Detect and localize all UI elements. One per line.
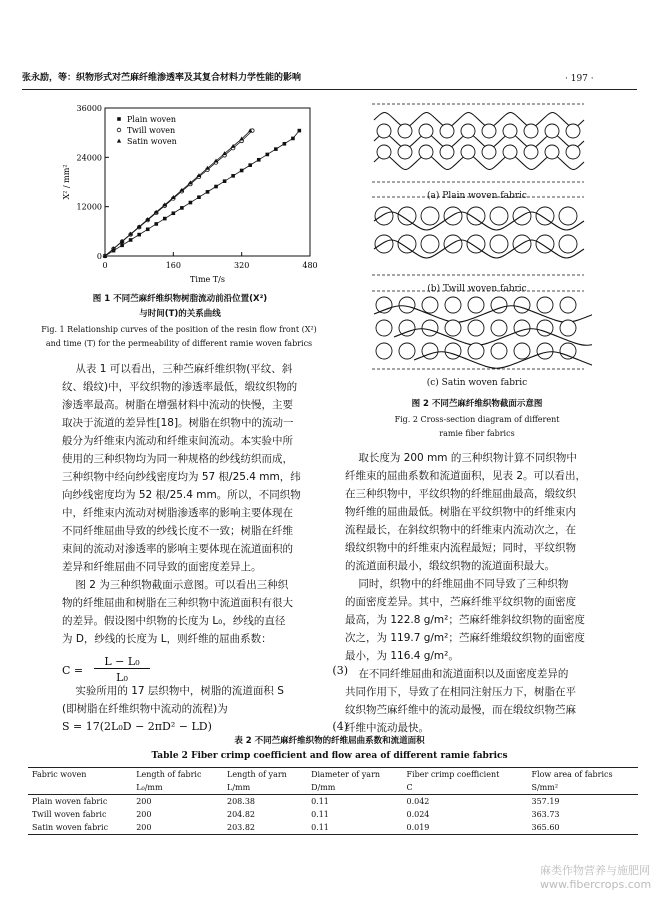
text-line: 纤维束的屈曲系数和流道面积，见表 2。可以看出， bbox=[345, 470, 587, 482]
legend-marker bbox=[117, 117, 121, 121]
yarn-cross-section bbox=[419, 124, 433, 138]
table-header-unit: L₀/mm bbox=[136, 783, 163, 792]
yarn-cross-section bbox=[461, 124, 475, 138]
yarn-cross-section bbox=[377, 124, 391, 138]
table-header-cell: Fiber crimp coefficient bbox=[406, 770, 500, 779]
table-cell: 0.024 bbox=[406, 810, 430, 819]
table-header-cell: Diameter of yarn bbox=[311, 770, 381, 779]
text-line: 不同纤维屈曲导致的纱线长度不一致；树脂在纤维 bbox=[62, 525, 293, 537]
text-line: 最小，为 116.4 g/m²。 bbox=[345, 650, 459, 662]
table-row bbox=[28, 795, 638, 809]
equation-4 bbox=[62, 720, 352, 733]
text-line: 纹、缎纹)中，平纹织物的渗透率最低，缎纹织物的 bbox=[62, 381, 298, 393]
text-line: 物纤维的屈曲最低。树脂在平纹织物中的纤维束内 bbox=[345, 506, 576, 518]
text-line: 图 2 为三种织物截面示意图。可以看出三种织 bbox=[62, 579, 289, 591]
yarn-cross-section bbox=[440, 145, 454, 159]
series-line-0 bbox=[105, 131, 299, 256]
y-tick-label: 12000 bbox=[76, 202, 102, 212]
y-tick-label: 36000 bbox=[76, 104, 102, 113]
table-cell: 203.82 bbox=[227, 823, 255, 832]
text-line: 使用的三种织物均为同一种规格的纱线纺织而成， bbox=[62, 453, 293, 465]
fig2-sub-a: (a) Plain woven fabric bbox=[427, 191, 527, 201]
data-point bbox=[180, 206, 184, 210]
table2-title-zh: 表 2 不同苎麻纤维织物的纤维屈曲系数和流道面积 bbox=[234, 736, 425, 746]
y-axis-label: X² / mm² bbox=[62, 164, 71, 200]
table2-title-en: Table 2 Fiber crimp coefficient and flow area of different ramie fabrics bbox=[151, 751, 508, 761]
yarn-cross-section bbox=[524, 124, 538, 138]
data-point bbox=[274, 147, 278, 151]
right-paragraphs bbox=[345, 449, 640, 737]
table-header-cell: Length of fabric bbox=[136, 770, 202, 779]
table-cell: 363.73 bbox=[531, 810, 560, 819]
table-row bbox=[28, 821, 638, 835]
yarn-cross-section bbox=[566, 145, 580, 159]
table-cell: 200 bbox=[136, 797, 152, 806]
data-point bbox=[283, 142, 287, 146]
page-number: · 197 · bbox=[565, 74, 594, 84]
yarn-cross-section bbox=[445, 343, 461, 359]
yarn-cross-section bbox=[421, 235, 439, 253]
text-line: 三种织物中经向纱线密度均为 57 根/25.4 mm，纬 bbox=[62, 471, 301, 483]
legend-label: Satin woven bbox=[127, 137, 177, 146]
table-cell: 0.042 bbox=[406, 797, 430, 806]
text-line: 物的纤维屈曲和树脂在三种织物中流道面积有很大 bbox=[62, 597, 293, 609]
yarn-cross-section bbox=[559, 235, 577, 253]
yarn-cross-section bbox=[566, 124, 580, 138]
yarn-cross-section bbox=[468, 297, 484, 313]
eq4-body: S = 17(2L₀D − 2πD² − LD) bbox=[62, 720, 212, 733]
yarn-cross-section bbox=[490, 235, 508, 253]
fig2-caption-en-1: Fig. 2 Cross-section diagram of different bbox=[394, 415, 560, 424]
yarn-cross-section bbox=[440, 124, 454, 138]
figure2-diagram bbox=[362, 98, 592, 398]
yarn-cross-section bbox=[524, 145, 538, 159]
yarn-cross-section bbox=[514, 320, 530, 336]
data-point bbox=[291, 137, 295, 141]
yarn-cross-section bbox=[398, 124, 412, 138]
table-header-unit: C bbox=[406, 783, 413, 792]
yarn-cross-section bbox=[545, 145, 559, 159]
yarn-cross-section bbox=[490, 207, 508, 225]
data-point bbox=[257, 158, 261, 162]
table-header-cell: Fabric woven bbox=[32, 770, 87, 779]
data-point bbox=[298, 129, 302, 133]
text-line: 的流道面积最小，缎纹织物的流道面积最大。 bbox=[345, 560, 555, 572]
text-line: 的面密度差异。其中，苎麻纤维平纹织物的面密度 bbox=[345, 596, 576, 608]
fig1-caption-zh-1: 图 1 不同苎麻纤维织物树脂流动前沿位置(X²) bbox=[92, 294, 268, 304]
table-header-cell: Flow area of fabrics bbox=[531, 770, 613, 779]
figure1-chart bbox=[55, 96, 325, 296]
fig2-caption-en-2: ramie fiber fabrics bbox=[439, 429, 515, 438]
yarn-cross-section bbox=[467, 207, 485, 225]
eq3-number: (3) bbox=[332, 664, 348, 677]
text-line: 取长度为 200 mm 的三种织物计算不同织物中 bbox=[345, 452, 577, 464]
yarn-cross-section bbox=[444, 235, 462, 253]
yarn-cross-section bbox=[376, 320, 392, 336]
text-line: 纤维中流动最快。 bbox=[345, 722, 429, 734]
text-line: 渗透率最高。树脂在增强材料中流动的快慢，主要 bbox=[62, 399, 293, 411]
data-point bbox=[231, 174, 235, 178]
text-line: 流程最长，在斜纹织物中的纤维束内流动次之，在 bbox=[345, 524, 576, 536]
text-line: 为 D，纱线的长度为 L，则纤维的屈曲系数： bbox=[62, 633, 272, 645]
yarn-cross-section bbox=[560, 320, 576, 336]
data-point bbox=[163, 217, 167, 221]
table-header-unit bbox=[28, 781, 132, 795]
watermark-url: www.fibercrops.com bbox=[540, 878, 652, 891]
yarn-cross-section bbox=[399, 297, 415, 313]
yarn-cross-section bbox=[422, 297, 438, 313]
text-line: 的差异。假设图中织物的长度为 L₀，纱线的直径 bbox=[62, 615, 286, 627]
equation-3 bbox=[62, 655, 352, 685]
data-point bbox=[248, 163, 252, 167]
text-line: 同时，织物中的纤维屈曲不同导致了三种织物 bbox=[345, 578, 569, 590]
header-rule bbox=[22, 89, 637, 90]
x-tick-label: 480 bbox=[302, 261, 318, 270]
table-cell: 200 bbox=[136, 823, 152, 832]
yarn-cross-section bbox=[445, 320, 461, 336]
series-line-2 bbox=[105, 131, 250, 256]
data-point bbox=[137, 233, 141, 237]
text-line: 中，纤维束内流动对树脂渗透率的影响主要体现在 bbox=[62, 507, 293, 519]
yarn-cross-section bbox=[422, 320, 438, 336]
data-point bbox=[206, 190, 210, 194]
x-tick-label: 160 bbox=[165, 261, 181, 270]
yarn-cross-section bbox=[503, 124, 517, 138]
data-point bbox=[223, 179, 227, 183]
data-point bbox=[120, 244, 124, 248]
text-line: 束间的流动对渗透率的影响主要体现在流道面积的 bbox=[62, 543, 293, 555]
table-cell: 365.60 bbox=[531, 823, 560, 832]
table-cell: 357.19 bbox=[531, 797, 560, 806]
yarn-cross-section bbox=[537, 343, 553, 359]
yarn-cross-section bbox=[468, 343, 484, 359]
yarn-cross-section bbox=[482, 145, 496, 159]
text-line: 共同作用下，导致了在相同注射压力下，树脂在平 bbox=[345, 686, 576, 698]
text-line: (即树脂在纤维织物中流动的流程)为 bbox=[62, 703, 228, 715]
text-line: 实验所用的 17 层织物中，树脂的流道面积 S bbox=[62, 685, 284, 697]
yarn-cross-section bbox=[445, 297, 461, 313]
yarn-cross-section bbox=[375, 207, 393, 225]
fig1-caption-zh-2: 与时间(T)的关系曲线 bbox=[139, 309, 221, 319]
legend-marker bbox=[117, 139, 121, 143]
running-title: 张永励，等：织物形式对苎麻纤维渗透率及其复合材料力学性能的影响 bbox=[22, 73, 302, 83]
left-paragraphs bbox=[62, 360, 352, 648]
yarn-cross-section bbox=[419, 145, 433, 159]
data-point bbox=[172, 211, 176, 215]
text-line: 缎纹织物中的纤维束内流程最短；同时，平纹织物 bbox=[345, 542, 576, 554]
fig2-sub-c: (c) Satin woven fabric bbox=[426, 378, 528, 388]
left-paragraphs-2 bbox=[62, 682, 352, 718]
fig1-caption-en-1: Fig. 1 Relationship curves of the position of the resin flow front (X²) bbox=[41, 325, 317, 334]
legend-label: Plain woven bbox=[127, 115, 177, 124]
x-tick-label: 320 bbox=[234, 261, 250, 270]
yarn-cross-section bbox=[444, 207, 462, 225]
eq3-lhs: C = bbox=[62, 664, 84, 677]
text-line: 从表 1 可以看出，三种苎麻纤维织物(平纹、斜 bbox=[62, 363, 293, 375]
table-cell: Satin woven fabric bbox=[32, 823, 109, 832]
data-point bbox=[189, 201, 193, 205]
table-header-unit: S/mm² bbox=[531, 783, 559, 792]
yarn-cross-section bbox=[560, 297, 576, 313]
yarn-cross-section bbox=[461, 145, 475, 159]
table-cell: 0.11 bbox=[311, 797, 329, 806]
data-point bbox=[146, 227, 150, 231]
table-cell: Plain woven fabric bbox=[32, 797, 108, 806]
table-row bbox=[28, 808, 638, 821]
yarn-cross-section bbox=[468, 320, 484, 336]
watermark-site-name: 麻类作物营养与施肥网 bbox=[540, 864, 650, 877]
yarn-cross-section bbox=[514, 343, 530, 359]
fig2-caption-zh: 图 2 不同苎麻纤维织物截面示意图 bbox=[411, 399, 543, 409]
text-line: 取决于流道的差异性[18]。树脂在织物中的流动一 bbox=[62, 417, 294, 429]
text-line: 般分为纤维束内流动和纤维束间流动。本实验中所 bbox=[62, 435, 293, 447]
yarn-cross-section bbox=[399, 343, 415, 359]
text-line: 在三种织物中，平纹织物的纤维屈曲最高，缎纹织 bbox=[345, 488, 576, 500]
yarn-cross-section bbox=[375, 235, 393, 253]
legend-marker bbox=[117, 128, 121, 132]
yarn-cross-section bbox=[560, 343, 576, 359]
yarn-cross-section bbox=[559, 207, 577, 225]
table-cell: 0.11 bbox=[311, 810, 329, 819]
text-line: 在不同纤维屈曲和流道面积以及面密度差异的 bbox=[345, 668, 569, 680]
yarn-cross-section bbox=[491, 343, 507, 359]
table-header-cell: Length of yarn bbox=[227, 770, 287, 779]
yarn-cross-section bbox=[545, 124, 559, 138]
yarn-cross-section bbox=[398, 145, 412, 159]
yarn-cross-section bbox=[491, 320, 507, 336]
text-line: 纹织物苎麻纤维中的流动最慢，而在缎纹织物苎麻 bbox=[345, 704, 576, 716]
text-line: 向纱线密度均为 52 根/25.4 mm。所以，不同织物 bbox=[62, 489, 301, 501]
data-point bbox=[214, 185, 218, 189]
eq4-number: (4) bbox=[332, 720, 348, 733]
table-header-unit: D/mm bbox=[311, 783, 336, 792]
table-cell: 0.11 bbox=[311, 823, 329, 832]
eq3-denominator: L₀ bbox=[116, 671, 128, 684]
yarn-cross-section bbox=[537, 297, 553, 313]
table-header-unit: L/mm bbox=[227, 783, 251, 792]
yarn-cross-section bbox=[482, 124, 496, 138]
table-cell: 0.019 bbox=[406, 823, 430, 832]
x-tick-label: 0 bbox=[102, 261, 108, 270]
table-cell: Twill woven fabric bbox=[32, 810, 107, 819]
eq3-numerator: L − L₀ bbox=[94, 655, 150, 669]
y-tick-label: 24000 bbox=[76, 153, 102, 163]
yarn-cross-section bbox=[514, 297, 530, 313]
legend-label: Twill woven bbox=[127, 126, 176, 135]
x-axis-label: Time T/s bbox=[190, 275, 225, 284]
fig2-sub-b: (b) Twill woven fabric bbox=[427, 284, 527, 294]
yarn-cross-section bbox=[376, 343, 392, 359]
yarn-cross-section bbox=[467, 235, 485, 253]
yarn-cross-section bbox=[377, 145, 391, 159]
data-point bbox=[197, 195, 201, 199]
text-line: 差异和纤维屈曲不同导致的面密度差异上。 bbox=[62, 561, 262, 573]
yarn-cross-section bbox=[503, 145, 517, 159]
table-cell: 204.82 bbox=[227, 810, 255, 819]
text-line: 最高，为 122.8 g/m²；苎麻纤维斜纹织物的面密度 bbox=[345, 614, 585, 626]
data-point bbox=[240, 169, 244, 173]
data-point bbox=[129, 238, 133, 242]
yarn-cross-section bbox=[421, 207, 439, 225]
table-cell: 200 bbox=[136, 810, 152, 819]
data-point bbox=[265, 153, 269, 157]
table-cell: 208.38 bbox=[227, 797, 255, 806]
text-line: 次之，为 119.7 g/m²；苎麻纤维缎纹织物的面密度 bbox=[345, 632, 585, 644]
yarn-cross-section bbox=[422, 343, 438, 359]
table2 bbox=[28, 767, 638, 835]
fig1-caption-en-2: and time (T) for the permeability of different ramie woven fabrics bbox=[45, 339, 313, 348]
y-tick-label: 0 bbox=[96, 252, 102, 261]
data-point bbox=[154, 222, 158, 226]
